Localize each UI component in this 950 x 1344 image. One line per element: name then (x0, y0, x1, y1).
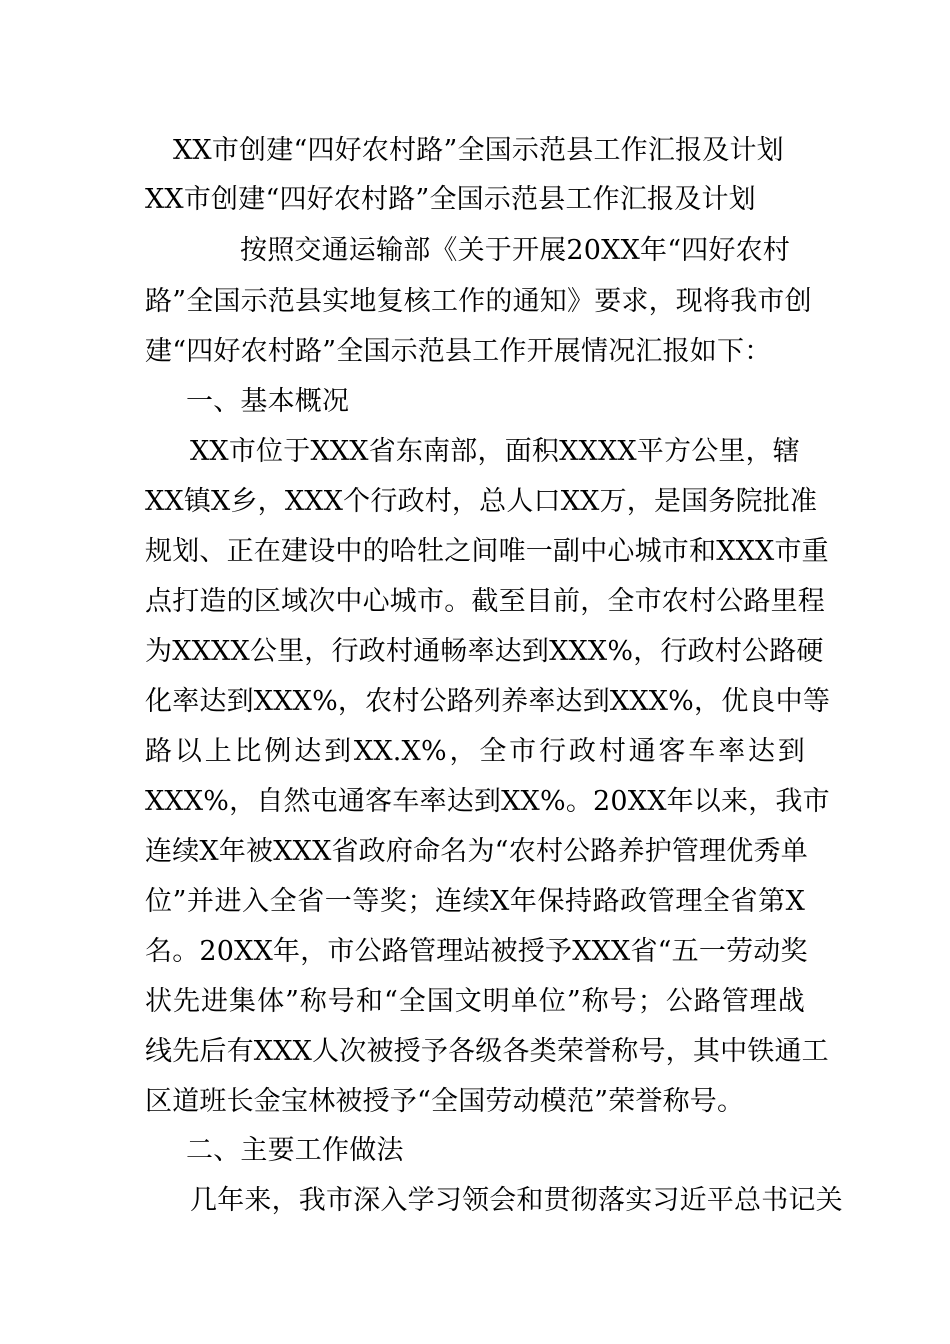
paragraph-line-section2-1: 几年来，我市深入学习领会和贯彻落实习近平总书记关 (190, 1185, 843, 1216)
paragraph-line-10: 位”并进入全省一等奖；连续X年保持路政管理全省第X (145, 886, 805, 917)
document-title-line-1: XX市创建“四好农村路”全国示范县工作汇报及计划 (173, 135, 784, 166)
paragraph-line-7: 路以上比例达到XX.X%，全市行政村通客车率达到 (145, 736, 805, 767)
section-heading-basic-overview: 一、基本概况 (186, 386, 350, 417)
section-heading-main-work: 二、主要工作做法 (186, 1135, 404, 1166)
paragraph-line-2: XX镇X乡，XXX个行政村，总人口XX万，是国务院批准 (145, 486, 818, 517)
document-title-line-2: XX市创建“四好农村路”全国示范县工作汇报及计划 (145, 184, 756, 215)
paragraph-line-3: 规划、正在建设中的哈牡之间唯一副中心城市和XXX市重 (145, 536, 829, 567)
paragraph-line-8: XXX%，自然屯通客车率达到XX%。20XX年以来，我市 (145, 786, 830, 817)
intro-line-2: 路”全国示范县实地复核工作的通知》要求，现将我市创 (145, 286, 812, 317)
paragraph-line-1: XX市位于XXX省东南部，面积XXXX平方公里，辖 (190, 436, 800, 467)
paragraph-line-14: 区道班长金宝林被授予“全国劳动模范”荣誉称号。 (145, 1086, 745, 1117)
paragraph-line-9: 连续X年被XXX省政府命名为“农村公路养护管理优秀单 (145, 836, 808, 867)
paragraph-line-6: 化率达到XXX%，农村公路列养率达到XXX%，优良中等 (145, 686, 831, 717)
paragraph-line-4: 点打造的区域次中心城市。截至目前，全市农村公路里程 (145, 586, 825, 617)
paragraph-line-5: 为XXXX公里，行政村通畅率达到XXX%，行政村公路硬 (145, 636, 824, 667)
intro-line-3: 建“四好农村路”全国示范县工作开展情况汇报如下： (145, 336, 772, 367)
intro-line-1: 按照交通运输部《关于开展20XX年“四好农村 (240, 235, 791, 266)
paragraph-line-11: 名。20XX年，市公路管理站被授予XXX省“五一劳动奖 (145, 936, 808, 967)
paragraph-line-12: 状先进集体”称号和“全国文明单位”称号；公路管理战 (145, 986, 805, 1017)
paragraph-line-13: 线先后有XXX人次被授予各级各类荣誉称号，其中铁通工 (145, 1036, 829, 1067)
